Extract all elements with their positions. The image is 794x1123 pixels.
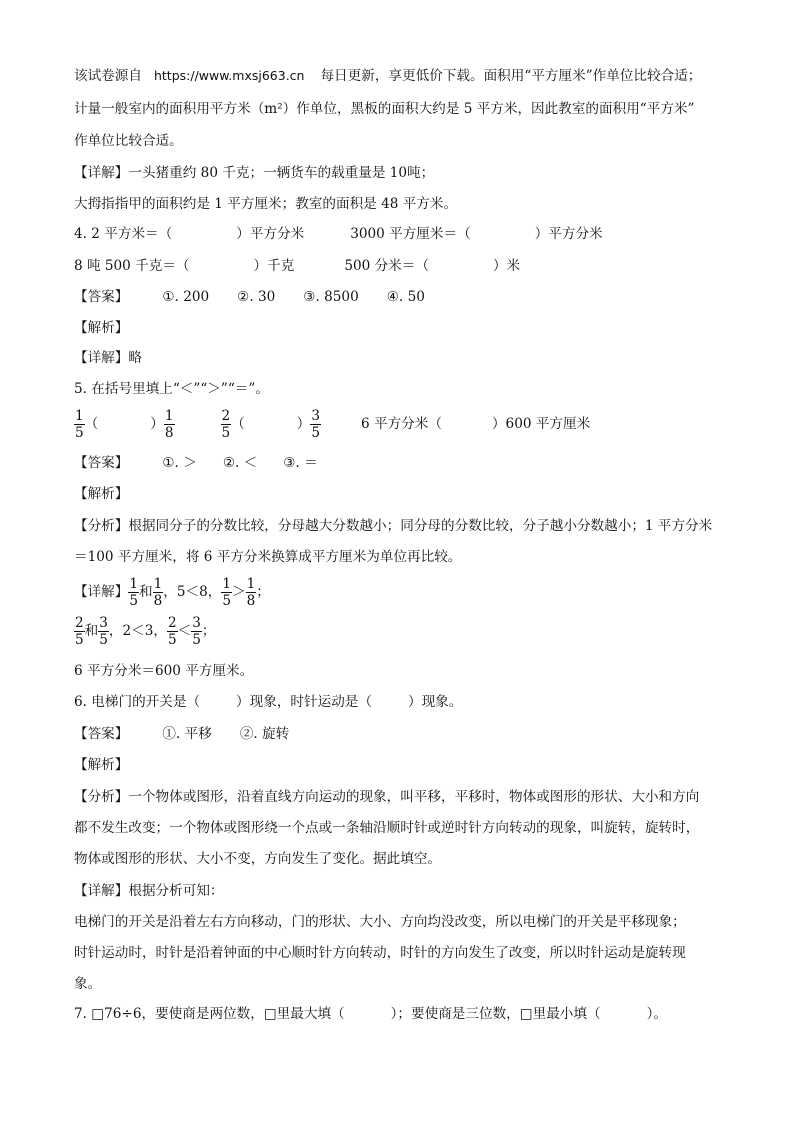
q4-d-unit: ）米 (492, 258, 521, 274)
compare-text: ，5＜8， (163, 584, 222, 600)
fraction: $\frac{1}{8}$ (153, 575, 163, 609)
answer-item: ②. ＜ (222, 455, 258, 471)
answer-item: ③. ＝ (283, 455, 318, 471)
semicolon: ； (256, 584, 270, 600)
q6-detail1: 【详解】根据分析可知： (74, 883, 224, 899)
q4-a: 4. 2 平方米＝（ (74, 226, 173, 242)
compare-text: ，2＜3， (108, 623, 167, 639)
q5-detail-row2 (74, 613, 216, 649)
q4-b: 3000 平方厘米＝（ (350, 226, 471, 242)
answer-item: ②. 30 (237, 289, 276, 305)
q4-analysis: 【解析】 (74, 320, 129, 336)
q6-fenxi2: 都不发生改变；一个物体或图形绕一个点或一条轴沿顺时针或逆时针方向转动的现象，叫旋转，旋转时， (74, 820, 700, 836)
paren-open: （ (84, 416, 99, 432)
q6-fenxi1: 【分析】一个物体或图形，沿着直线方向运动的现象，叫平移，平移时，物体或图形的形状、大小和方向 (74, 789, 700, 805)
q5-detail-row1 (74, 574, 270, 610)
q4-line1 (74, 224, 603, 244)
q5-area-right: ）600 平方厘米 (491, 416, 591, 432)
q5-analysis: 【解析】 (74, 486, 129, 502)
q7-text-c: ）。 (646, 1006, 667, 1022)
q4-c: 8 吨 500 千克＝（ (74, 258, 190, 274)
paren-close: ） (296, 416, 311, 432)
q4-d: 500 分米＝（ (344, 258, 429, 274)
q4-a-unit: ）平方分米 (236, 226, 305, 242)
and-text: 和 (84, 623, 99, 639)
answer-item: ①. ＞ (162, 455, 197, 471)
q6-analysis: 【解析】 (74, 757, 129, 773)
q7-text-a: 7. □76÷6，要使商是两位数，□里最大填（ (74, 1006, 345, 1022)
p3-line3: 作单位比较合适。 (74, 133, 183, 149)
q4-line2 (74, 256, 520, 276)
semicolon: ； (201, 623, 216, 639)
q7-text-b: ）；要使商是三位数，□里最小填（ (390, 1006, 601, 1022)
detail-label: 【详解】 (74, 584, 129, 600)
fraction: $\frac{2}{5}$ (75, 614, 84, 648)
q6-title (74, 692, 462, 712)
fraction: $\frac{1}{8}$ (164, 407, 174, 441)
q6-title-b: ）现象，时针运动是（ (236, 694, 372, 710)
fraction: $\frac{1}{5}$ (75, 407, 84, 441)
q6-detail3: 时针运动时，时针是沿着钟面的中心顺时针方向转动，时针的方向发生了改变，所以时针运动是旋转现 (74, 945, 686, 961)
fraction: $\frac{1}{8}$ (246, 575, 256, 609)
p3-line2: 计量一般室内的面积用平方米（m²）作单位，黑板的面积大约是 5 平方米，因此教室的面积用“平方米” (74, 101, 695, 117)
fraction: $\frac{1}{5}$ (222, 575, 232, 609)
q5-area-left: 6 平方分米（ (361, 416, 442, 432)
answer-label: 【答案】 (74, 455, 129, 471)
header-source: 该试卷源自 (74, 68, 142, 84)
paren-open: （ (231, 416, 245, 432)
q6-detail2: 电梯门的开关是沿着左右方向移动，门的形状、大小、方向均没改变，所以电梯门的开关是平移现象； (74, 914, 686, 930)
paren-close: ） (150, 416, 164, 432)
q6-answer-row (74, 724, 289, 744)
fraction: $\frac{1}{5}$ (129, 575, 139, 609)
q5-compare-row (74, 406, 590, 442)
and-text: 和 (139, 584, 153, 600)
q7-line (74, 1004, 667, 1024)
q4-c-unit: ）千克 (253, 258, 295, 274)
answer-item: ④. 50 (386, 289, 425, 305)
q5-area-eq: 6 平方分米＝600 平方厘米。 (74, 663, 254, 679)
answer-item: ①. 平移 (162, 726, 212, 742)
fraction: $\frac{3}{5}$ (99, 614, 108, 648)
q6-title-c: ）现象。 (407, 694, 463, 710)
header-url[interactable]: https://www.mxsj663.cn (153, 68, 305, 83)
q5-fenxi1: 【分析】根据同分子的分数比较，分母越大分数越小；同分母的分数比较，分子越小分数越小；1 平方分米 (74, 518, 713, 534)
q6-detail4: 象。 (74, 976, 102, 992)
q5-answer-row (74, 453, 318, 473)
header-line (74, 66, 701, 86)
q6-title-a: 6. 电梯门的开关是（ (74, 694, 201, 710)
p3-detail2: 大拇指指甲的面积约是 1 平方厘米；教室的面积是 48 平方米。 (74, 196, 458, 212)
fraction: $\frac{2}{5}$ (168, 614, 177, 648)
q6-fenxi3: 物体或图形的形状、大小不变，方向发生了变化。据此填空。 (74, 851, 442, 867)
answer-item: ①. 200 (162, 289, 210, 305)
q4-detail: 【详解】略 (74, 350, 142, 366)
q5-fenxi2: ＝100 平方厘米，将 6 平方分米换算成平方厘米为单位再比较。 (74, 549, 462, 565)
q4-b-unit: ）平方分米 (534, 226, 603, 242)
answer-label: 【答案】 (74, 289, 129, 305)
less-sign: ＜ (177, 623, 192, 639)
q5-title: 5. 在括号里填上“＜”“＞”“＝”。 (74, 381, 269, 397)
q4-answer-row (74, 287, 425, 307)
answer-item: ②. 旋转 (239, 726, 290, 742)
fraction: $\frac{2}{5}$ (221, 407, 231, 441)
header-notice: 每日更新，享更低价下载。面积用“平方厘米”作单位比较合适； (320, 68, 702, 84)
fraction: $\frac{3}{5}$ (311, 407, 320, 441)
p3-detail: 【详解】一头猪重约 80 千克；一辆货车的载重量是 10吨； (74, 165, 435, 181)
answer-item: ③. 8500 (303, 289, 359, 305)
greater-sign: ＞ (232, 584, 246, 600)
answer-label: 【答案】 (74, 726, 129, 742)
fraction: $\frac{3}{5}$ (192, 614, 201, 648)
